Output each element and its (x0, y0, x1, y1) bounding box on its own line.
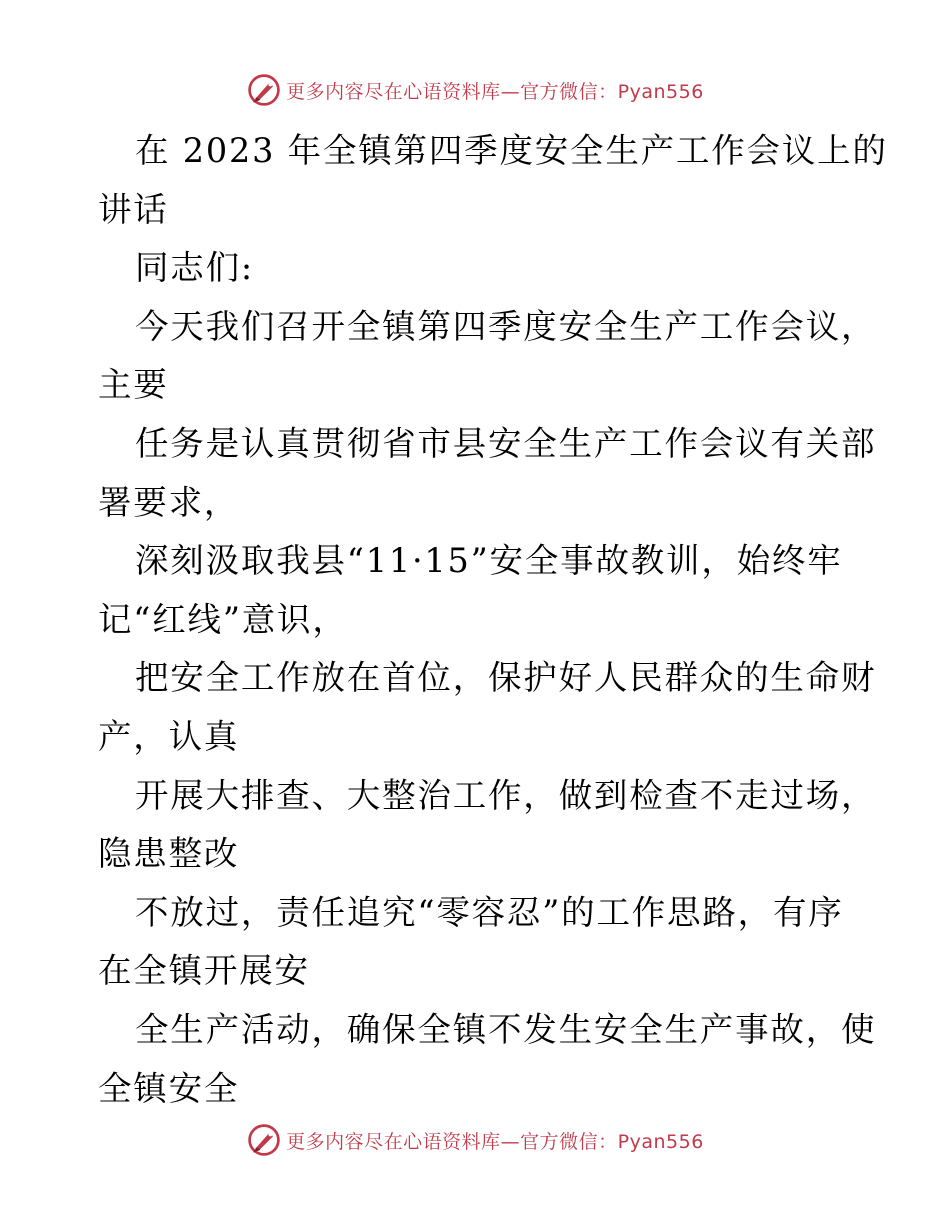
pen-nib-logo-icon (246, 1122, 282, 1158)
paragraph-line: 全镇安全 (98, 1068, 240, 1108)
paragraph-line: 隐患整改 (98, 834, 240, 874)
paragraph-line: 任务是认真贯彻省市县安全生产工作会议有关部 (135, 423, 877, 463)
paragraph-line: 同志们: (135, 248, 254, 288)
footer-watermark (0, 1120, 950, 1160)
paragraph-line: 在全镇开展安 (98, 951, 310, 991)
watermark-text: 更多内容尽在心语资料库—官方微信：Pyan556 (286, 80, 704, 103)
watermark-text: 更多内容尽在心语资料库—官方微信：Pyan556 (286, 1130, 704, 1153)
paragraph-line: 在 2023 年全镇第四季度安全生产工作会议上的 (135, 131, 888, 170)
document-body (98, 122, 888, 1118)
paragraph-line: 讲话 (98, 189, 169, 229)
paragraph-line: 深刻汲取我县“11·15”安全事故教训，始终牢 (135, 541, 843, 581)
paragraph-line: 产，认真 (98, 716, 240, 756)
paragraph-line: 全生产活动，确保全镇不发生安全生产事故，使 (135, 1009, 877, 1049)
paragraph-line: 主要 (98, 365, 169, 405)
paragraph-line: 不放过，责任追究“零容忍”的工作思路，有序 (135, 892, 844, 932)
paragraph-line: 记“红线”意识， (98, 599, 348, 639)
header-watermark (0, 70, 950, 110)
paragraph-line: 署要求， (98, 482, 240, 522)
paragraph-line: 开展大排查、大整治工作，做到检查不走过场， (135, 775, 877, 815)
paragraph-line: 把安全工作放在首位，保护好人民群众的生命财 (135, 658, 877, 698)
paragraph-line: 今天我们召开全镇第四季度安全生产工作会议， (135, 306, 877, 346)
pen-nib-logo-icon (246, 72, 282, 108)
